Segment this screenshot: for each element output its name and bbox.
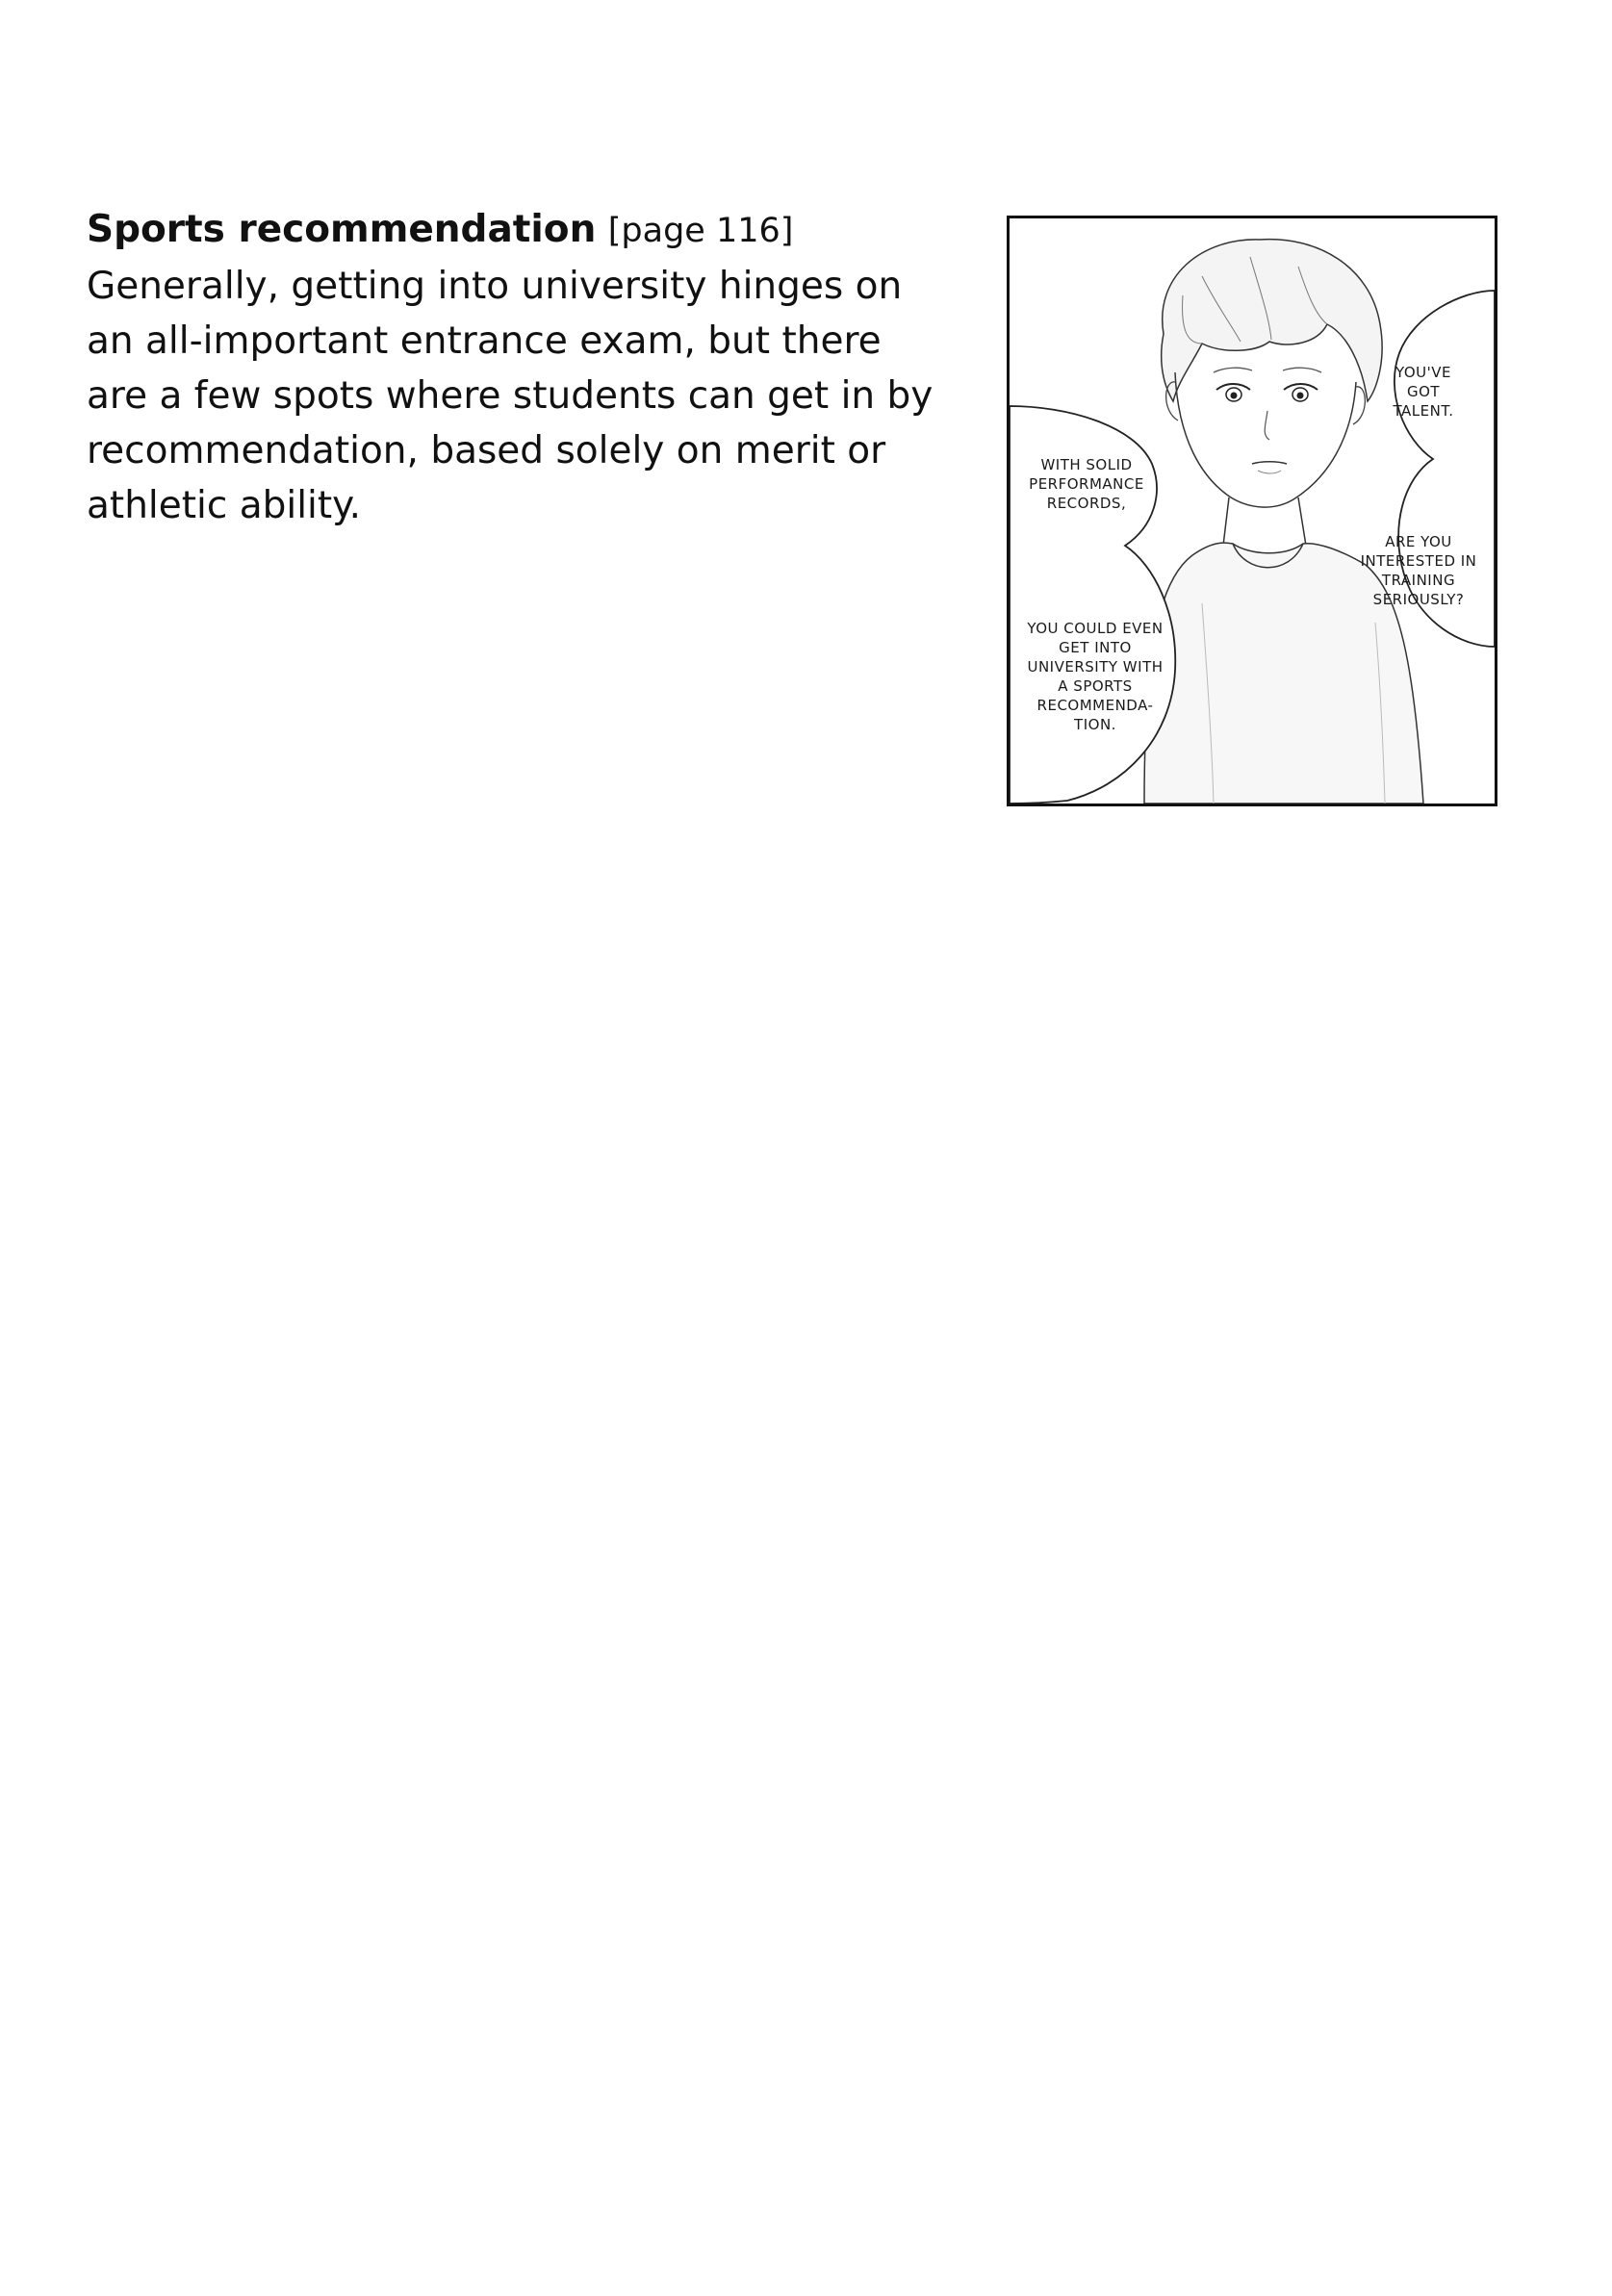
speech-bubble-training-seriously: ARE YOU INTERESTED IN TRAINING SERIOUSLY? [1360, 533, 1477, 608]
manga-panel [1007, 216, 1497, 806]
speech-bubble-sports-recommendation: YOU COULD EVEN GET INTO UNIVERSITY WITH A SPORTS RECOMMENDA- TION. [1027, 620, 1164, 733]
speech-bubble-talent: YOU'VE GOT TALENT. [1393, 364, 1454, 420]
translation-note [87, 202, 953, 533]
note-page-reference: [page 116] [607, 212, 794, 250]
speech-bubble-performance-records: WITH SOLID PERFORMANCE RECORDS, [1029, 456, 1144, 512]
note-heading: Sports recommendation [87, 208, 597, 251]
note-body: Generally, getting into university hinges on an all-important entrance exam, but there are a few spots where students can get in by recommendation, based solely on merit or athletic ability. [87, 265, 934, 527]
